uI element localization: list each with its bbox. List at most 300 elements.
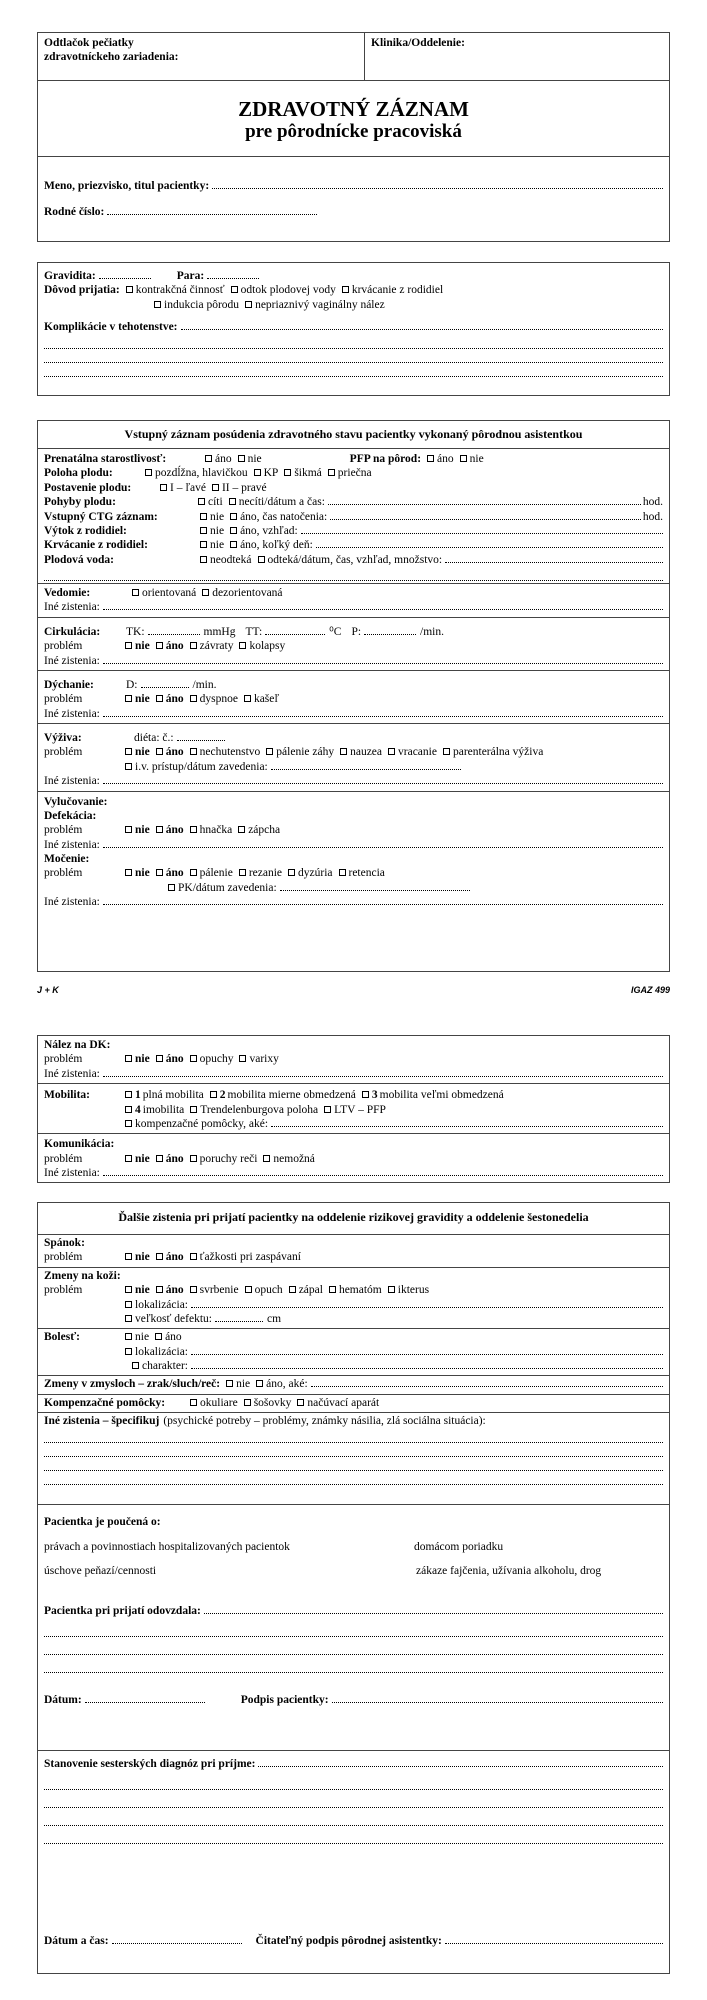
breathing-label: Dýchanie: — [44, 678, 94, 691]
fluid-label: Plodová voda: — [44, 553, 114, 566]
reason-option: kontrakčná činnosť — [135, 284, 225, 297]
other-findings-label: Iné zistenia: — [44, 601, 100, 614]
circulation-label: Cirkulácia: — [44, 625, 101, 638]
urination-option: retencia — [348, 867, 385, 880]
senses-field[interactable] — [311, 1377, 663, 1387]
urination-label: Močenie: — [44, 853, 90, 865]
other-findings-field[interactable] — [44, 838, 663, 852]
tt-label: TT: — [245, 625, 263, 638]
defect-size-field[interactable] — [215, 1312, 263, 1322]
degree-unit: ⁰C — [329, 625, 342, 638]
legs-mobility-box — [37, 1035, 670, 1183]
checkbox[interactable] — [212, 484, 219, 491]
option-ano: áno — [165, 693, 184, 706]
checkbox[interactable] — [230, 513, 237, 520]
checkbox[interactable] — [288, 869, 295, 876]
checkbox[interactable] — [229, 498, 236, 505]
checkbox[interactable] — [132, 589, 139, 596]
position-option: priečna — [337, 467, 372, 480]
option-ano: áno — [165, 867, 184, 880]
checkbox[interactable] — [190, 1286, 197, 1293]
checkbox[interactable] — [284, 469, 291, 476]
other-findings-label: Iné zistenia: — [44, 707, 100, 720]
nutrition-option: pálenie záhy — [276, 746, 335, 759]
movement-label: Pohyby plodu: — [44, 496, 116, 509]
checkbox[interactable] — [156, 826, 163, 833]
informed-section — [38, 1505, 669, 1751]
elimination-section — [38, 792, 669, 912]
defecation-option: hnačka — [199, 824, 233, 837]
iv-field[interactable] — [271, 760, 461, 770]
other-specify-section — [38, 1413, 669, 1505]
problem-label: problém — [44, 640, 83, 653]
circulation-option: závraty — [199, 640, 234, 653]
checkbox[interactable] — [126, 286, 133, 293]
option-ano: áno — [165, 1152, 184, 1165]
communication-option: nemožná — [273, 1152, 315, 1165]
checkbox[interactable] — [125, 1348, 132, 1355]
stamp-label-1: Odtlačok pečiatky — [44, 37, 134, 49]
option-nie: nie — [236, 1378, 251, 1391]
sleep-label: Spánok: — [44, 1237, 85, 1249]
breathing-section — [38, 671, 669, 724]
informed-item: zákaze fajčenia, užívania alkoholu, drog — [416, 1564, 602, 1577]
patient-signature-label: Podpis pacientky: — [240, 1693, 329, 1706]
movement-field[interactable] — [328, 495, 641, 505]
option-ano: áno — [165, 640, 184, 653]
circulation-option: kolapsy — [249, 640, 286, 653]
other-findings-label: Iné zistenia: — [44, 896, 100, 909]
informed-item: právach a povinnostiach hospitalizovaných pacientok — [44, 1540, 290, 1553]
checkbox[interactable] — [340, 748, 347, 755]
diagnoses-field[interactable] — [44, 1757, 663, 1771]
checkbox[interactable] — [156, 1155, 163, 1162]
entry-title: Vstupný záznam posúdenia zdravotného stavu pacientky vykonaný pôrodnou asistentkou — [38, 421, 669, 449]
page-subtitle: pre pôrodnícke pracoviská — [245, 121, 462, 142]
pain-section — [38, 1329, 669, 1376]
checkbox[interactable] — [339, 869, 346, 876]
checkbox[interactable] — [245, 301, 252, 308]
checkbox[interactable] — [156, 1055, 163, 1062]
checkbox[interactable] — [427, 455, 434, 462]
legs-option: varixy — [249, 1053, 279, 1066]
character-label: charakter: — [142, 1360, 188, 1372]
checkbox[interactable] — [239, 1055, 246, 1062]
skin-option: svrbenie — [199, 1284, 239, 1297]
reason-row — [44, 283, 663, 297]
handed-over-line[interactable] — [44, 1637, 663, 1655]
checkbox[interactable] — [156, 748, 163, 755]
header-box — [37, 32, 670, 242]
skin-option: ikterus — [397, 1284, 430, 1297]
checkbox[interactable] — [388, 1286, 395, 1293]
problem-label: problém — [44, 1152, 83, 1165]
localization-label: lokalizácia: — [135, 1298, 188, 1311]
checkbox[interactable] — [388, 748, 395, 755]
mmhg-unit: mmHg — [203, 625, 236, 638]
option-nie: nie — [135, 867, 150, 880]
checkbox[interactable] — [125, 1253, 132, 1260]
checkbox[interactable] — [190, 869, 197, 876]
option-nie: nie — [135, 1053, 150, 1066]
complications-field[interactable] — [44, 320, 663, 334]
pain-label: Bolesť: — [44, 1331, 81, 1344]
other-findings-label: Iné zistenia: — [44, 838, 100, 851]
complications-line[interactable] — [44, 349, 663, 363]
problem-label: problém — [44, 824, 83, 837]
checkbox[interactable] — [125, 1301, 132, 1308]
midwife-signature-field[interactable] — [445, 1934, 663, 1944]
tk-label: TK: — [126, 625, 145, 638]
checkbox[interactable] — [125, 763, 132, 770]
other-findings-field[interactable] — [44, 654, 663, 668]
mobility-section — [38, 1084, 669, 1134]
gravidita-row — [44, 269, 663, 283]
checkbox[interactable] — [156, 869, 163, 876]
mobility-option: mobilita mierne obmedzená — [227, 1089, 356, 1102]
option-ano: áno — [165, 746, 184, 759]
checkbox[interactable] — [289, 1286, 296, 1293]
checkbox[interactable] — [263, 1155, 270, 1162]
checkbox[interactable] — [154, 301, 161, 308]
fluid-field[interactable] — [445, 553, 663, 563]
nutrition-option: nechutenstvo — [199, 746, 261, 759]
mobility-option: mobilita veľmi obmedzená — [379, 1089, 504, 1102]
option-nie: nie — [210, 524, 225, 537]
checkbox[interactable] — [168, 884, 175, 891]
checkbox[interactable] — [125, 1286, 132, 1293]
aids-field[interactable] — [271, 1117, 663, 1127]
other-findings-label: Iné zistenia: — [44, 654, 100, 667]
patient-name-field[interactable] — [44, 179, 663, 193]
date-label: Dátum: — [44, 1693, 82, 1706]
reason-option: nepriaznivý vaginálny nález — [255, 298, 385, 311]
diagnoses-line[interactable] — [44, 1826, 663, 1844]
pulse-field[interactable] — [364, 625, 416, 635]
localization-field[interactable] — [191, 1298, 663, 1308]
checkbox[interactable] — [342, 286, 349, 293]
fluid-line[interactable] — [44, 567, 663, 581]
senses-section — [38, 1376, 669, 1394]
other-findings-field[interactable] — [44, 774, 663, 788]
option-nie: nie — [135, 1331, 150, 1344]
reason-option: odtok plodovej vody — [240, 284, 336, 297]
breathing-option: dyspnoe — [199, 693, 238, 706]
patient-signature-field[interactable] — [332, 1693, 663, 1703]
checkbox[interactable] — [200, 527, 207, 534]
checkbox[interactable] — [125, 1091, 132, 1098]
checkbox[interactable] — [297, 1399, 304, 1406]
checkbox[interactable] — [125, 869, 132, 876]
checkbox[interactable] — [190, 1253, 197, 1260]
nutrition-option: parenterálna výživa — [452, 746, 544, 759]
checkbox[interactable] — [156, 1253, 163, 1260]
position-option: pozdĺžna, hlavičkou — [155, 467, 248, 480]
breath-rate-field[interactable] — [141, 678, 189, 688]
bleeding-label: Krvácanie z rodidiel: — [44, 539, 148, 552]
ctg-field[interactable] — [330, 510, 641, 520]
iv-label: i.v. prístup/dátum zavedenia: — [135, 760, 268, 773]
checkbox[interactable] — [156, 1286, 163, 1293]
option-ano: áno — [165, 1331, 182, 1344]
other-findings-field[interactable] — [44, 707, 663, 721]
pk-label: PK/dátum zavedenia: — [178, 881, 277, 894]
entry-assessment-box — [37, 420, 670, 972]
other-specify-label: Iné zistenia – špecifikuj — [44, 1415, 160, 1428]
checkbox[interactable] — [200, 541, 207, 548]
pk-field[interactable] — [280, 881, 470, 891]
option-nie: nie — [135, 824, 150, 837]
checkbox[interactable] — [238, 455, 245, 462]
consciousness-label: Vedomie: — [44, 587, 91, 599]
gravidita-field[interactable] — [99, 269, 151, 279]
urination-option: rezanie — [248, 867, 283, 880]
legs-label: Nález na DK: — [44, 1039, 111, 1051]
mobility-level: 2 — [219, 1089, 226, 1102]
option-nie: nie — [135, 1251, 150, 1264]
diet-field[interactable] — [177, 731, 225, 741]
checkbox[interactable] — [238, 826, 245, 833]
aids-option: šošovky — [253, 1396, 292, 1409]
unit-hod: hod. — [642, 496, 663, 509]
breath-rate-label: D: — [126, 678, 138, 691]
further-findings-box — [37, 1202, 670, 1974]
page-title: ZDRAVOTNÝ ZÁZNAM — [238, 97, 469, 121]
option-ano: áno — [165, 1284, 184, 1297]
consciousness-section — [38, 584, 669, 618]
checkbox[interactable] — [443, 748, 450, 755]
legs-option: opuchy — [199, 1053, 234, 1066]
other-findings-field[interactable] — [44, 1166, 663, 1180]
bleeding-field[interactable] — [316, 538, 663, 548]
checkbox[interactable] — [328, 469, 335, 476]
other-findings-label: Iné zistenia: — [44, 1067, 100, 1080]
handed-over-line[interactable] — [44, 1619, 663, 1637]
pulse-label: P: — [351, 625, 362, 638]
checkbox[interactable] — [244, 1399, 251, 1406]
checkbox[interactable] — [125, 826, 132, 833]
defect-size-label: veľkosť defektu: — [135, 1312, 212, 1325]
patient-name-label: Meno, priezvisko, titul pacientky: — [44, 180, 210, 192]
nutrition-option: nauzea — [350, 746, 383, 759]
cm-unit: cm — [266, 1312, 282, 1325]
ctg-label: Vstupný CTG záznam: — [44, 510, 158, 523]
checkbox[interactable] — [226, 1380, 233, 1387]
checkbox[interactable] — [200, 556, 207, 563]
checkbox[interactable] — [125, 1055, 132, 1062]
checkbox[interactable] — [256, 1380, 263, 1387]
per-min-unit: /min. — [192, 678, 217, 691]
birth-number-label: Rodné číslo: — [44, 206, 105, 219]
defecation-option: zápcha — [248, 824, 281, 837]
ctg-option: áno, čas natočenia: — [240, 510, 328, 523]
checkbox[interactable] — [460, 455, 467, 462]
other-findings-field[interactable] — [44, 1067, 663, 1081]
checkbox[interactable] — [258, 556, 265, 563]
nutrition-label: Výživa: — [44, 732, 82, 744]
urination-option: pálenie — [199, 867, 233, 880]
fluid-option: neodteká — [210, 553, 252, 566]
checkbox[interactable] — [362, 1091, 369, 1098]
mobility-option: LTV – PFP — [334, 1103, 386, 1116]
problem-label: problém — [44, 746, 83, 759]
checkbox[interactable] — [190, 748, 197, 755]
other-specify-line[interactable] — [44, 1471, 663, 1485]
clinic-cell[interactable] — [365, 33, 669, 80]
legs-section — [38, 1036, 669, 1084]
problem-label: problém — [44, 1053, 83, 1066]
mobility-label: Mobilita: — [44, 1089, 90, 1102]
handed-over-field[interactable] — [44, 1604, 663, 1618]
handed-over-label: Pacientka pri prijatí odovzdala: — [44, 1605, 201, 1618]
complications-line[interactable] — [44, 363, 663, 377]
checkbox[interactable] — [230, 541, 237, 548]
position-label: Poloha plodu: — [44, 467, 113, 480]
checkbox[interactable] — [245, 1286, 252, 1293]
para-field[interactable] — [207, 269, 259, 279]
checkbox[interactable] — [202, 589, 209, 596]
checkbox[interactable] — [190, 642, 197, 649]
communication-label: Komunikácia: — [44, 1138, 115, 1151]
checkbox[interactable] — [125, 1333, 132, 1340]
checkbox[interactable] — [125, 748, 132, 755]
date-field[interactable] — [85, 1693, 205, 1703]
other-findings-field[interactable] — [44, 600, 663, 614]
tt-field[interactable] — [265, 625, 325, 635]
senses-option: áno, aké: — [266, 1378, 308, 1391]
checkbox[interactable] — [145, 469, 152, 476]
checkbox[interactable] — [200, 513, 207, 520]
discharge-label: Výtok z rodidiel: — [44, 524, 127, 537]
checkbox[interactable] — [125, 1120, 132, 1127]
informed-item: úschove peňazí/cennosti — [44, 1564, 157, 1577]
aids-option: okuliare — [200, 1396, 238, 1409]
informed-label: Pacientka je poučená o: — [44, 1516, 161, 1529]
movement-option: cíti — [208, 496, 223, 509]
checkbox[interactable] — [205, 455, 212, 462]
complications-line[interactable] — [44, 335, 663, 349]
checkbox[interactable] — [266, 748, 273, 755]
prenatal-label: Prenatálna starostlivosť: — [44, 453, 167, 465]
checkbox[interactable] — [210, 1091, 217, 1098]
diet-label: diéta: č.: — [134, 732, 174, 744]
birth-number-field[interactable] — [44, 205, 663, 219]
option-ano: áno — [437, 453, 454, 465]
other-specify-line[interactable] — [44, 1429, 663, 1443]
aids-label: kompenzačné pomôcky, aké: — [135, 1117, 269, 1130]
bleeding-option: áno, koľký deň: — [240, 539, 313, 552]
checkbox[interactable] — [190, 1399, 197, 1406]
compensation-aids-label: Kompenzačné pomôcky: — [44, 1396, 166, 1409]
sleep-section — [38, 1235, 669, 1268]
diagnoses-line[interactable] — [44, 1772, 663, 1790]
checkbox[interactable] — [155, 1333, 162, 1340]
checkbox[interactable] — [190, 1155, 197, 1162]
option-ano: áno — [165, 1251, 184, 1264]
checkbox[interactable] — [230, 527, 237, 534]
checkbox[interactable] — [244, 695, 251, 702]
aids-option: načúvací aparát — [307, 1396, 380, 1409]
diagnoses-line[interactable] — [44, 1808, 663, 1826]
handed-over-line[interactable] — [44, 1655, 663, 1673]
checkbox[interactable] — [190, 1055, 197, 1062]
checkbox[interactable] — [160, 484, 167, 491]
pfp-label: PFP na pôrod: — [349, 453, 422, 465]
defecation-label: Defekácia: — [44, 809, 97, 822]
option-nie: nie — [135, 1284, 150, 1297]
other-findings-label: Iné zistenia: — [44, 775, 100, 788]
checkbox[interactable] — [190, 826, 197, 833]
checkbox[interactable] — [190, 1106, 197, 1113]
checkbox[interactable] — [190, 695, 197, 702]
checkbox[interactable] — [125, 642, 132, 649]
checkbox[interactable] — [125, 1315, 132, 1322]
pain-character-field[interactable] — [191, 1359, 663, 1369]
diagnoses-line[interactable] — [44, 1790, 663, 1808]
reason-option: indukcia pôrodu — [164, 298, 240, 311]
problem-label: problém — [44, 867, 83, 880]
position-option: šikmá — [294, 467, 322, 480]
consciousness-option: orientovaná — [142, 587, 197, 599]
option-nie: nie — [135, 1152, 150, 1165]
option-ano: áno — [215, 453, 232, 465]
checkbox[interactable] — [125, 695, 132, 702]
communication-option: poruchy reči — [199, 1152, 258, 1165]
tk-field[interactable] — [148, 625, 200, 635]
reason-row-2 — [44, 298, 663, 312]
circulation-section — [38, 618, 669, 671]
checkbox[interactable] — [324, 1106, 331, 1113]
checkbox[interactable] — [198, 498, 205, 505]
further-title: Ďalšie zistenia pri prijatí pacientky na oddelenie rizikovej gravidity a oddelenie šestonedelia — [38, 1203, 669, 1235]
consciousness-option: dezorientovaná — [212, 587, 283, 599]
checkbox[interactable] — [239, 642, 246, 649]
other-specify-line[interactable] — [44, 1443, 663, 1457]
footer-code: IGAZ 499 — [630, 985, 670, 995]
gravidita-label: Gravidita: — [44, 270, 96, 282]
stamp-label-2: zdravotníckeho zariadenia: — [44, 51, 179, 64]
other-findings-field[interactable] — [44, 895, 663, 909]
checkbox[interactable] — [231, 286, 238, 293]
mobility-option: plná mobilita — [142, 1089, 204, 1102]
checkbox[interactable] — [239, 869, 246, 876]
other-findings-label: Iné zistenia: — [44, 1167, 100, 1179]
communication-section — [38, 1134, 669, 1182]
problem-label: problém — [44, 1251, 83, 1264]
pain-localization-field[interactable] — [191, 1345, 663, 1355]
reason-label: Dôvod prijatia: — [44, 284, 120, 297]
other-specify-line[interactable] — [44, 1457, 663, 1471]
movement-option: necíti/dátum a čas: — [238, 496, 325, 509]
posture-label: Postavenie plodu: — [44, 481, 132, 494]
datetime-label: Dátum a čas: — [44, 1934, 109, 1947]
checkbox[interactable] — [132, 1362, 139, 1369]
datetime-field[interactable] — [112, 1934, 242, 1944]
title-block — [38, 81, 669, 157]
checkbox[interactable] — [254, 469, 261, 476]
option-nie: nie — [135, 693, 150, 706]
clinic-label: Klinika/Oddelenie: — [371, 37, 465, 49]
checkbox[interactable] — [329, 1286, 336, 1293]
checkbox[interactable] — [125, 1106, 132, 1113]
midwife-signature-label: Čitateľný podpis pôrodnej asistentky: — [255, 1934, 442, 1947]
checkbox[interactable] — [156, 642, 163, 649]
checkbox[interactable] — [125, 1155, 132, 1162]
skin-section — [38, 1268, 669, 1330]
footer-left: J + K — [37, 985, 59, 995]
checkbox[interactable] — [156, 695, 163, 702]
discharge-field[interactable] — [301, 524, 663, 534]
